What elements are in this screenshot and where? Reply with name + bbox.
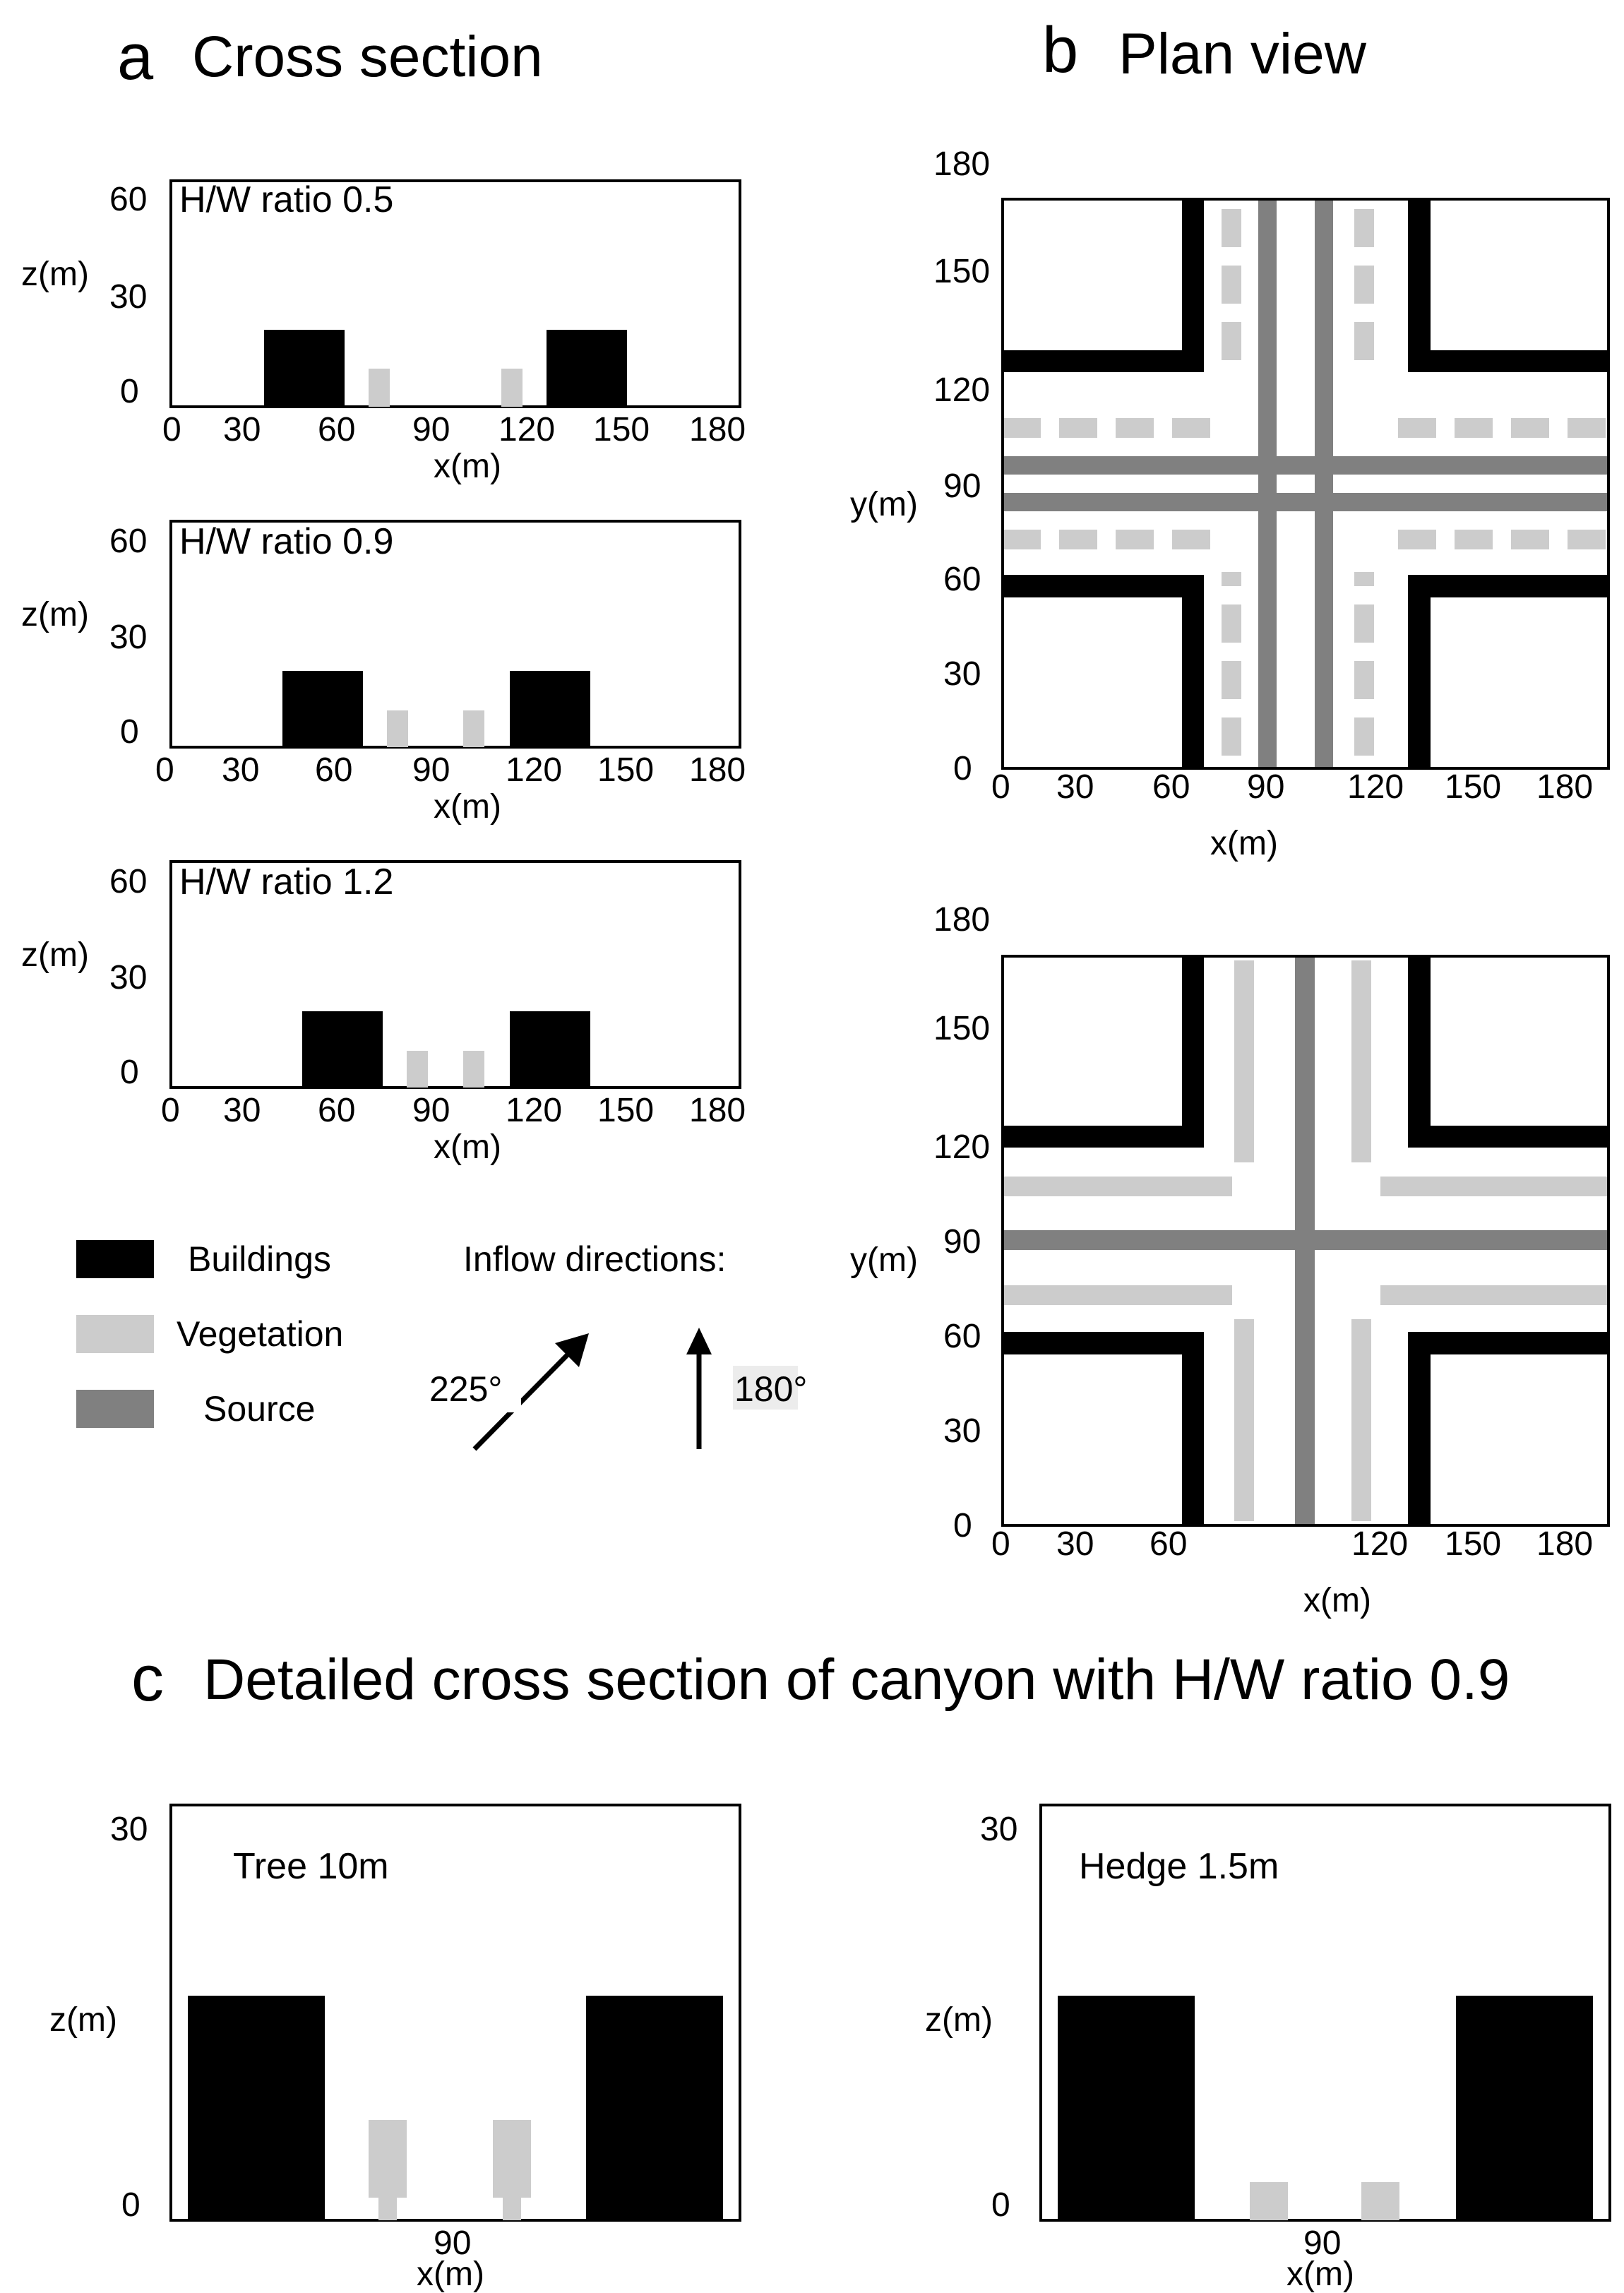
plot1-xtick-60: 60 bbox=[318, 411, 356, 448]
plan-view-top bbox=[850, 145, 1608, 862]
plot3-xtick-60: 60 bbox=[318, 1092, 356, 1129]
plan2-vegetation-h-bottom-right bbox=[1380, 1285, 1608, 1305]
plot1-xlabel: x(m) bbox=[434, 448, 501, 485]
plan1-ylabel: y(m) bbox=[850, 486, 918, 523]
plan2-xtick-30: 30 bbox=[1056, 1525, 1094, 1563]
tree-building-left bbox=[188, 1996, 325, 2220]
plot3-building-left bbox=[302, 1011, 383, 1088]
plot3-building-right bbox=[510, 1011, 590, 1088]
plan2-vegetation-v-right-top bbox=[1351, 960, 1371, 1162]
panel-b-letter: b bbox=[1042, 14, 1079, 86]
plan1-xtick-180: 180 bbox=[1536, 768, 1594, 806]
plot1-label: H/W ratio 0.5 bbox=[179, 179, 394, 220]
panel-b-title: Plan view bbox=[1118, 22, 1366, 86]
plan2-vegetation-h-top-left bbox=[1003, 1177, 1232, 1196]
legend-vegetation-label: Vegetation bbox=[177, 1314, 344, 1354]
plot2-ytick-60: 60 bbox=[109, 523, 148, 560]
plot3-ytick-60: 60 bbox=[109, 863, 148, 900]
plot3-xtick-120: 120 bbox=[506, 1092, 563, 1129]
plot3-xtick-0: 0 bbox=[161, 1092, 180, 1129]
legend-buildings-swatch bbox=[76, 1240, 154, 1278]
plot1-xtick-0: 0 bbox=[162, 411, 181, 448]
panel-a-letter: a bbox=[117, 21, 154, 93]
plot2-label: H/W ratio 0.9 bbox=[179, 521, 394, 562]
plot2-building-left bbox=[282, 671, 363, 747]
inflow-180-label: 180° bbox=[734, 1369, 808, 1409]
plan1-source-v1 bbox=[1258, 199, 1277, 768]
panel-a-title: Cross section bbox=[192, 25, 543, 89]
inflow-225-label: 225° bbox=[429, 1369, 503, 1409]
plan-view-bottom bbox=[850, 901, 1608, 1619]
plan1-xtick-30: 30 bbox=[1056, 768, 1094, 806]
plan1-source-h2 bbox=[1003, 493, 1608, 511]
plan2-vegetation-h-top-right bbox=[1380, 1177, 1608, 1196]
plan1-ytick-0: 0 bbox=[953, 750, 972, 787]
plot1-xtick-150: 150 bbox=[593, 411, 650, 448]
detail-tree bbox=[49, 1805, 740, 2293]
plot2-xtick-180: 180 bbox=[689, 751, 746, 789]
arrow-180-head bbox=[686, 1328, 712, 1354]
plan2-xlabel: x(m) bbox=[1303, 1582, 1371, 1619]
hedge-ylabel: z(m) bbox=[925, 2001, 993, 2039]
plan2-vegetation-v-right-bottom bbox=[1351, 1319, 1371, 1521]
plan1-xtick-90: 90 bbox=[1247, 768, 1285, 806]
plot2-xtick-150: 150 bbox=[597, 751, 655, 789]
plot1-building-left bbox=[264, 330, 345, 407]
plan2-building-tl-inner bbox=[1003, 956, 1182, 1126]
plot2-building-right bbox=[510, 671, 590, 747]
plan2-xtick-60: 60 bbox=[1150, 1525, 1188, 1563]
plan1-ytick-30: 30 bbox=[943, 655, 981, 693]
plan1-xtick-0: 0 bbox=[991, 768, 1010, 806]
plot2-xlabel: x(m) bbox=[434, 788, 501, 826]
plot1-xtick-90: 90 bbox=[412, 411, 450, 448]
legend bbox=[76, 1239, 807, 1449]
plan1-building-tl-inner bbox=[1003, 199, 1182, 350]
plot1-vegetation-right bbox=[501, 369, 523, 407]
plot2-xtick-30: 30 bbox=[222, 751, 260, 789]
panel-c-title: Detailed cross section of canyon with H/W ratio 0.9 bbox=[203, 1648, 1510, 1712]
plot3-label: H/W ratio 1.2 bbox=[179, 862, 394, 903]
plan2-ytick-120: 120 bbox=[933, 1128, 991, 1166]
panel-a bbox=[21, 21, 746, 1166]
plot3-vegetation-left bbox=[407, 1051, 428, 1088]
tree-ylabel: z(m) bbox=[49, 2001, 117, 2039]
plan1-xtick-150: 150 bbox=[1445, 768, 1502, 806]
inflow-arrow-180 bbox=[686, 1328, 807, 1449]
panel-b bbox=[850, 14, 1608, 1619]
plan1-ytick-150: 150 bbox=[933, 253, 991, 290]
tree-trunk-left bbox=[378, 2198, 397, 2220]
hedge-building-right bbox=[1456, 1996, 1593, 2220]
panel-c-letter: c bbox=[131, 1643, 164, 1715]
plan1-ytick-120: 120 bbox=[933, 371, 991, 409]
plan2-building-bl-inner bbox=[1003, 1354, 1182, 1525]
plot3-xlabel: x(m) bbox=[434, 1128, 501, 1166]
plan1-xtick-60: 60 bbox=[1152, 768, 1190, 806]
plan2-xtick-180: 180 bbox=[1536, 1525, 1594, 1563]
plan1-building-br-inner bbox=[1431, 597, 1608, 768]
plan1-building-bl-inner bbox=[1003, 597, 1182, 768]
plot2-xtick-0: 0 bbox=[155, 751, 174, 789]
plot1-vegetation-left bbox=[369, 369, 390, 407]
tree-label: Tree 10m bbox=[233, 1846, 389, 1887]
plan2-ytick-150: 150 bbox=[933, 1010, 991, 1047]
plan2-vegetation-h-bottom-left bbox=[1003, 1285, 1232, 1305]
hedge-left bbox=[1250, 2182, 1288, 2220]
plot2-xtick-120: 120 bbox=[506, 751, 563, 789]
plot1-xtick-120: 120 bbox=[498, 411, 556, 448]
plot2-xtick-60: 60 bbox=[315, 751, 353, 789]
plan1-ytick-60: 60 bbox=[943, 561, 981, 598]
hedge-ytick-0: 0 bbox=[991, 2186, 1010, 2224]
tree-xtick-90: 90 bbox=[434, 2224, 472, 2262]
plan1-xtick-120: 120 bbox=[1347, 768, 1404, 806]
plot3-xtick-180: 180 bbox=[689, 1092, 746, 1129]
tree-crown-left bbox=[369, 2120, 407, 2198]
plot2-ytick-30: 30 bbox=[109, 619, 148, 656]
plan2-ylabel: y(m) bbox=[850, 1241, 918, 1279]
plan2-source-v bbox=[1295, 956, 1315, 1525]
plot3-ytick-30: 30 bbox=[109, 959, 148, 996]
cross-section-plot-2 bbox=[21, 521, 746, 826]
plan2-vegetation-v-left-top bbox=[1234, 960, 1254, 1162]
plot3-xtick-90: 90 bbox=[412, 1092, 450, 1129]
plot1-xtick-180: 180 bbox=[689, 411, 746, 448]
plan1-source-v2 bbox=[1315, 199, 1333, 768]
plot3-ytick-0: 0 bbox=[120, 1054, 139, 1091]
panel-c bbox=[49, 1643, 1610, 2293]
hedge-label: Hedge 1.5m bbox=[1079, 1846, 1279, 1887]
hedge-building-left bbox=[1058, 1996, 1195, 2220]
tree-building-right bbox=[586, 1996, 723, 2220]
plan1-building-tr-inner bbox=[1431, 199, 1608, 350]
plot2-vegetation-left bbox=[387, 710, 408, 747]
plan2-building-br-inner bbox=[1431, 1354, 1608, 1525]
tree-ytick-30: 30 bbox=[110, 1811, 148, 1848]
tree-xlabel: x(m) bbox=[417, 2256, 484, 2293]
plot3-xtick-150: 150 bbox=[597, 1092, 655, 1129]
plot2-vegetation-right bbox=[463, 710, 484, 747]
legend-vegetation-swatch bbox=[76, 1315, 154, 1353]
hedge-xlabel: x(m) bbox=[1286, 2256, 1354, 2293]
plot1-ylabel: z(m) bbox=[21, 256, 89, 293]
cross-section-plot-3 bbox=[21, 862, 746, 1166]
plan1-xlabel: x(m) bbox=[1210, 825, 1278, 862]
plan2-building-tr-inner bbox=[1431, 956, 1608, 1126]
plan1-source-h1 bbox=[1003, 456, 1608, 475]
plan2-xtick-0: 0 bbox=[991, 1525, 1010, 1563]
plan2-xtick-120: 120 bbox=[1351, 1525, 1409, 1563]
plot2-ylabel: z(m) bbox=[21, 596, 89, 633]
plan2-ytick-90: 90 bbox=[943, 1223, 981, 1261]
plot3-xtick-30: 30 bbox=[223, 1092, 261, 1129]
inflow-arrow-225 bbox=[429, 1333, 589, 1449]
plot1-ytick-30: 30 bbox=[109, 278, 148, 316]
cross-section-plot-1 bbox=[21, 179, 746, 485]
legend-buildings-label: Buildings bbox=[188, 1239, 331, 1279]
plot2-xtick-90: 90 bbox=[412, 751, 450, 789]
hedge-right bbox=[1361, 2182, 1399, 2220]
plan2-ytick-180: 180 bbox=[933, 901, 991, 939]
plan2-ytick-60: 60 bbox=[943, 1318, 981, 1355]
hedge-xtick-90: 90 bbox=[1303, 2224, 1342, 2262]
detail-hedge bbox=[925, 1805, 1610, 2293]
plot3-vegetation-right bbox=[463, 1051, 484, 1088]
legend-source-label: Source bbox=[203, 1389, 316, 1429]
plot3-ylabel: z(m) bbox=[21, 936, 89, 974]
plan1-ytick-180: 180 bbox=[933, 145, 991, 183]
plan2-vegetation-v-left-bottom bbox=[1234, 1319, 1254, 1521]
hedge-ytick-30: 30 bbox=[980, 1811, 1018, 1848]
plot1-ytick-0: 0 bbox=[120, 373, 139, 410]
plot1-ytick-60: 60 bbox=[109, 181, 148, 218]
plan2-ytick-30: 30 bbox=[943, 1412, 981, 1450]
plan1-ytick-90: 90 bbox=[943, 467, 981, 505]
plot1-building-right bbox=[547, 330, 627, 407]
legend-source-swatch bbox=[76, 1390, 154, 1428]
tree-crown-right bbox=[493, 2120, 531, 2198]
plot2-ytick-0: 0 bbox=[120, 713, 139, 751]
tree-ytick-0: 0 bbox=[121, 2186, 141, 2224]
tree-trunk-right bbox=[503, 2198, 521, 2220]
plan2-xtick-150: 150 bbox=[1445, 1525, 1502, 1563]
plan2-ytick-0: 0 bbox=[953, 1507, 972, 1544]
plot1-xtick-30: 30 bbox=[223, 411, 261, 448]
inflow-title: Inflow directions: bbox=[463, 1239, 727, 1279]
